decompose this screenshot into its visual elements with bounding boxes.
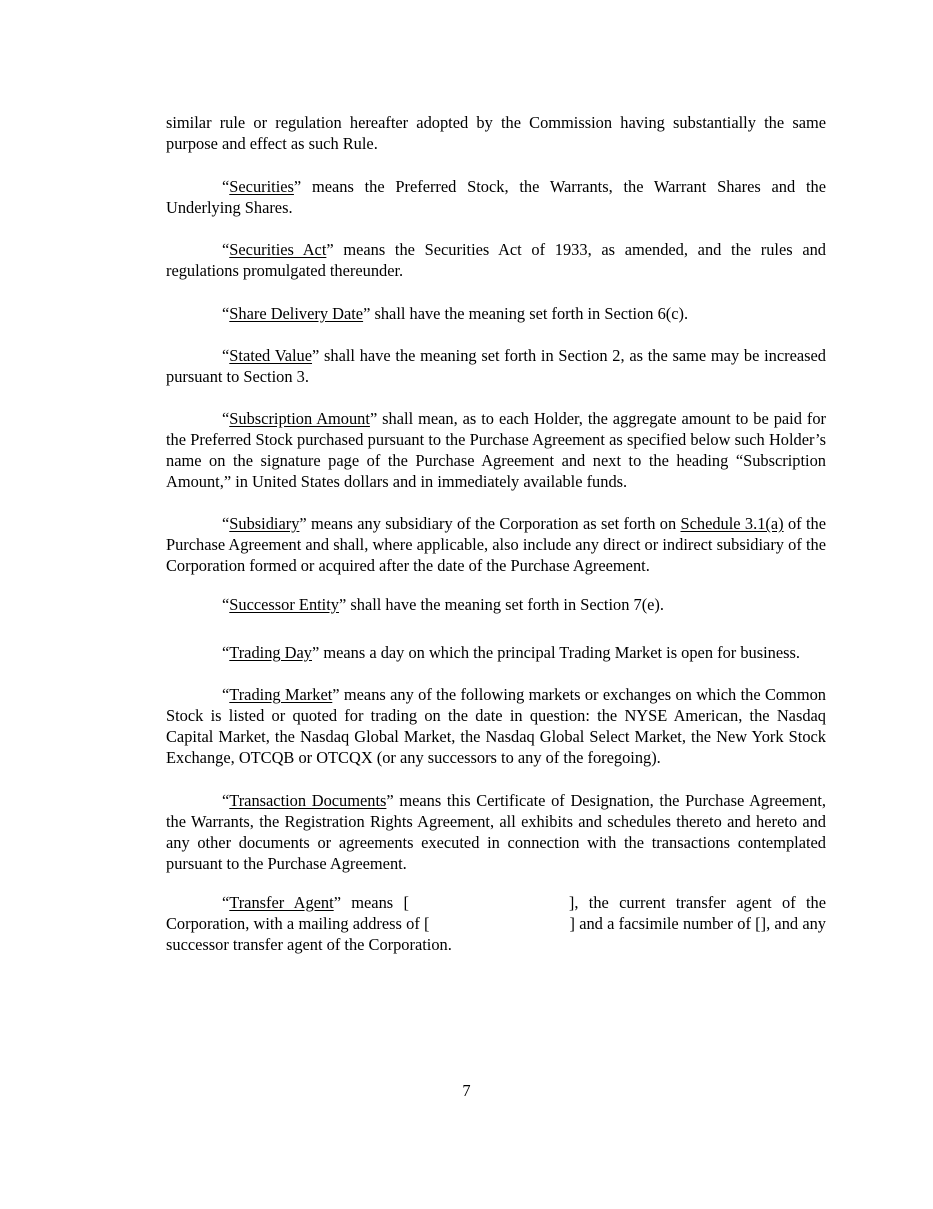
- definition-text: ” means any of the following markets or exchanges on which the Common Stock is listed or quoted for trading on the date in question: the NYSE American, the Nasdaq Capital Market, the Nasdaq Global Market, the Nasdaq Global Select Market, the New York Stock Exchange, OTCQB or OTCQX (or any successors to any of the foregoing).: [166, 685, 826, 767]
- paragraph-rule-continuation: similar rule or regulation hereafter adopted by the Commission having substantially the same purpose and effect as such Rule.: [166, 113, 826, 153]
- definition-share-delivery-date: [166, 303, 826, 324]
- definition-text: ” means [: [333, 893, 409, 912]
- open-quote: “: [222, 685, 230, 704]
- open-quote: “: [222, 346, 230, 365]
- open-quote: “: [222, 409, 230, 428]
- definition-text: ” shall have the meaning set forth in Section 2, as the same may be increased pursuant to Section 3.: [166, 346, 826, 386]
- open-quote: “: [222, 177, 230, 196]
- definition-subscription-amount: [166, 408, 826, 492]
- defined-term: Subscription Amount: [229, 409, 370, 428]
- definition-trading-market: [166, 684, 826, 768]
- open-quote: “: [222, 643, 230, 662]
- definition-subsidiary: [166, 513, 826, 576]
- definition-trading-day: [166, 642, 826, 663]
- definition-successor-entity: [166, 594, 826, 615]
- defined-term: Trading Market: [229, 685, 333, 704]
- defined-term: Successor Entity: [229, 595, 339, 614]
- defined-term: Transaction Documents: [229, 791, 387, 810]
- defined-term: Share Delivery Date: [229, 304, 364, 323]
- definition-text: ], and any successor transfer agent of the Corporation.: [166, 914, 826, 954]
- defined-term: Securities Act: [229, 240, 327, 259]
- definition-text: ” shall have the meaning set forth in Section 7(e).: [339, 595, 664, 614]
- open-quote: “: [222, 304, 230, 323]
- definition-securities: [166, 176, 826, 218]
- definition-text: ” shall mean, as to each Holder, the aggregate amount to be paid for the Preferred Stock purchased pursuant to the Purchase Agreement as specified below such Holder’s name on the signature page of the Purchase Agreement and next to the heading “Subscription Amount,” in United States dollars and in immediately available funds.: [166, 409, 826, 491]
- open-quote: “: [222, 514, 230, 533]
- definition-securities-act: [166, 239, 826, 281]
- defined-term: Securities: [229, 177, 294, 196]
- document-body: [166, 112, 826, 955]
- defined-term: Subsidiary: [229, 514, 300, 533]
- schedule-reference: Schedule 3.1(a): [680, 514, 784, 533]
- definition-text: ” means the Securities Act of 1933, as amended, and the rules and regulations promulgated thereunder.: [166, 240, 826, 280]
- defined-term: Transfer Agent: [229, 893, 334, 912]
- definition-text: ” means this Certificate of Designation, the Purchase Agreement, the Warrants, the Registration Rights Agreement, all exhibits and schedules thereto and hereto and any other documents or agreements executed in connection with the transactions contemplated pursuant to the Purchase Agreement.: [166, 791, 826, 873]
- defined-term: Trading Day: [229, 643, 312, 662]
- defined-term: Stated Value: [229, 346, 313, 365]
- definition-text: ” means a day on which the principal Trading Market is open for business.: [312, 643, 800, 662]
- definition-text: ” means any subsidiary of the Corporation as set forth on: [299, 514, 681, 533]
- page-number: 7: [462, 1081, 471, 1100]
- definition-stated-value: [166, 345, 826, 387]
- definition-text: ], the current transfer agent of the Corporation, with a mailing address of [: [166, 893, 826, 933]
- definition-text-continued: of the Purchase Agreement and shall, where applicable, also include any direct or indirect subsidiary of the Corporation formed or acquired after the date of the Purchase Agreement.: [166, 514, 827, 575]
- definition-transaction-documents: [166, 790, 826, 874]
- definition-text: ” shall have the meaning set forth in Section 6(c).: [363, 304, 689, 323]
- definition-text: ” means the Preferred Stock, the Warrants, the Warrant Shares and the Underlying Shares.: [166, 177, 826, 217]
- open-quote: “: [222, 595, 230, 614]
- open-quote: “: [222, 893, 230, 912]
- open-quote: “: [222, 240, 230, 259]
- definition-text: ] and a facsimile number of [: [569, 914, 761, 933]
- definition-transfer-agent: [166, 892, 826, 955]
- open-quote: “: [222, 791, 230, 810]
